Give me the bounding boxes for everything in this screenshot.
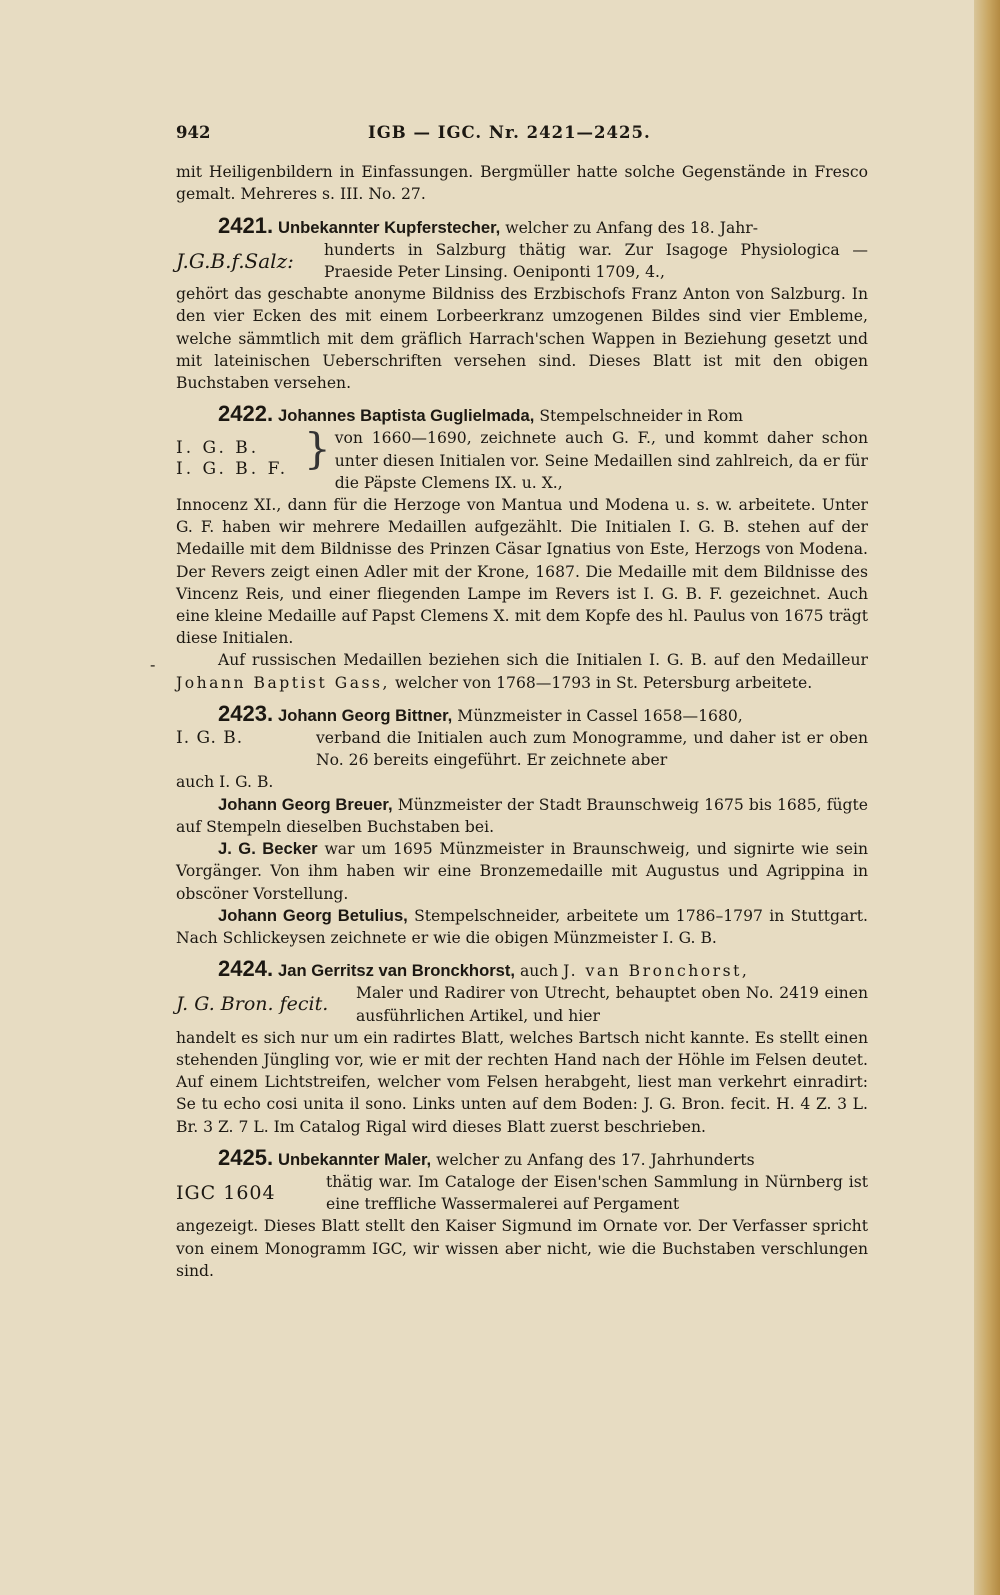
- spaced-name: Johann Baptist Gass,: [176, 673, 390, 692]
- entry-text: auch I. G. B.: [176, 773, 274, 792]
- entry-lead: Stempelschneider in Rom: [539, 407, 744, 426]
- entry-lead: Münzmeister in Cassel 1658—1680,: [457, 706, 743, 725]
- entry-side-text: Maler und Radirer von Utrecht, behauptet oben No. 2419 einen ausführlichen Artikel, und hier: [356, 984, 868, 1025]
- entry-2422: [176, 403, 868, 694]
- entry-heading: 2424. Jan Gerritsz van Bronckhorst, auch J. van Bronchorst,: [176, 958, 868, 982]
- entry-2421: [176, 212, 868, 395]
- sub-entry-name: Johann Georg Breuer,: [218, 794, 393, 814]
- monogram-row: [176, 424, 868, 494]
- entry-side-text: von 1660—1690, zeichnete auch G. F., und kommt daher schon unter diesen Initialen vor. Seine Medaillen sind zahlreich, da er für die Päpste Clemens IX. u. X.,: [334, 429, 868, 492]
- monogram: I. G. B.: [176, 438, 260, 459]
- entry-heading: [176, 403, 868, 427]
- entry-number: 2424.: [218, 956, 274, 982]
- sub-entry-name: J. G. Becker: [218, 839, 318, 859]
- entry-text: angezeigt. Dieses Blatt stellt den Kaiser Sigmund im Ornate vor. Der Verfasser spricht von einem Monogramm IGC, wir wissen aber nicht, wie die Buchstaben verschlungen sind.: [176, 1217, 868, 1280]
- sub-entry-name: Johann Georg Betulius,: [218, 905, 408, 925]
- page-content: [176, 122, 868, 1282]
- monogram-row: [176, 239, 868, 283]
- entry-number: 2423.: [218, 700, 274, 726]
- running-title: IGB — IGC. Nr. 2421—2425.: [368, 123, 651, 142]
- entry-number: 2425.: [218, 1144, 274, 1170]
- monogram-group: [176, 427, 316, 491]
- page-number: 942: [176, 123, 211, 142]
- margin-mark: -: [150, 655, 156, 674]
- monogram: J.G.B.f.Salz:: [176, 248, 294, 273]
- entry-side-text: thätig war. Im Cataloge der Eisen'schen Sammlung in Nürnberg ist eine treffliche Wassermalerei auf Pergament: [326, 1172, 868, 1214]
- monogram: IGC 1604: [176, 1181, 276, 1204]
- monogram-row: [176, 1171, 868, 1215]
- entry-text: gehört das geschabte anonyme Bildniss des Erzbischofs Franz Anton von Salzburg. In den vier Ecken des mit einem Lorbeerkranz umzogenen Bildes sind vier Embleme, welche sämmtlich mit dem gräflich Harrach'schen Wappen in Beziehung gesetzt und mit lateinischen Ueberschriften versehen sind. Dieses Blatt ist mit den obigen Buchstaben versehen.: [176, 285, 868, 393]
- monogram: J. G. Bron. fecit.: [176, 993, 329, 1016]
- entry-side-text: hunderts in Salzburg thätig war. Zur Isagoge Physiologica — Praeside Peter Linsing. Oeniponti 1709, 4.,: [324, 240, 868, 282]
- entry-2424: [176, 958, 868, 1138]
- entry-lead: welcher zu Anfang des 18. Jahr-: [505, 218, 759, 237]
- entry-name: Jan Gerritsz van Bronckhorst,: [278, 961, 516, 981]
- sub-entry: Johann Georg Betulius, Stempelschneider, arbeitete um 1786–1797 in Stuttgart. Nach Schlickeysen zeichnete er wie die obigen Münzmeister I. G. B.: [176, 905, 868, 947]
- entry-text: handelt es sich nur um ein radirtes Blatt, welches Bartsch nicht kannte. Es stellt einen stehenden Jüngling vor, wie er mit der rechten Hand nach der Höhle im Felsen deutet. Auf einem Lichtstreifen, welcher vom Felsen herabgeht, liest man verkehrt einradirt: Se tu echo cosi unita il sono. Links unten auf dem Boden: J. G. Bron. fecit. H. 4 Z. 3 L. Br. 3 Z. 7 L. Im Catalog Rigal wird dieses Blatt zuerst beschrieben.: [176, 1028, 868, 1136]
- entry-heading: [176, 1144, 868, 1171]
- entry-text: Innocenz XI., dann für die Herzoge von Mantua und Modena u. s. w. arbeitete. Unter G. F. haben wir mehrere Medaillen aufgezählt. Die Initialen I. G. B. stehen auf der Medaille mit dem Bildnisse des Prinzen Cäsar Ignatius von Este, Herzogs von Modena. Der Revers zeigt einen Adler mit der Krone, 1687. Die Medaille mit dem Bildnisse des Vincenz Reis, und einer fliegenden Lampe im Revers ist I. G. B. F. gezeichnet. Auch eine kleine Medaille auf Papst Clemens X. mit dem Kopfe des hl. Paulus von 1675 trägt diese Initialen.: [176, 496, 868, 648]
- spaced-name: J. van Bronchorst,: [563, 962, 750, 981]
- monogram: I. G. B. F.: [176, 459, 289, 480]
- monogram-row: [176, 982, 868, 1026]
- monogram: I. G. B.: [176, 728, 244, 749]
- brace-glyph: }: [304, 424, 331, 474]
- entry-paragraph: Auf russischen Medaillen beziehen sich die Initialen I. G. B. auf den Medailleur Johann Baptist Gass, welcher von 1768—1793 in St. Petersburg arbeitete.: [176, 651, 868, 692]
- entry-name: Johannes Baptista Guglielmada,: [278, 406, 535, 426]
- entry-name: Unbekannter Maler,: [278, 1149, 432, 1169]
- page-edge-shadow: [974, 0, 1000, 1595]
- entry-lead: welcher zu Anfang des 17. Jahrhunderts: [436, 1150, 755, 1169]
- entry-side-text: verband die Initialen auch zum Monogramme, und daher ist er oben No. 26 bereits eingeführt. Er zeichnete aber: [316, 729, 868, 770]
- running-header: [176, 122, 868, 144]
- entry-name: Unbekannter Kupferstecher,: [278, 217, 501, 237]
- entry-number: 2421.: [218, 212, 274, 238]
- entry-2423: [176, 700, 868, 949]
- entry-name: Johann Georg Bittner,: [278, 705, 453, 725]
- monogram-row: [176, 727, 868, 771]
- entry-heading: [176, 700, 868, 727]
- sub-entry: Johann Georg Breuer, Münzmeister der Stadt Braunschweig 1675 bis 1685, fügte auf Stempeln dieselben Buchstaben bei.: [176, 794, 868, 836]
- entry-2425: [176, 1144, 868, 1282]
- intro-paragraph: mit Heiligenbildern in Einfassungen. Bergmüller hatte solche Gegenstände in Fresco gemalt. Mehreres s. III. No. 27.: [176, 163, 868, 204]
- sub-entry: J. G. Becker war um 1695 Münzmeister in Braunschweig, und signirte wie sein Vorgänger. Von ihm haben wir eine Bronzemedaille mit Augustus und Agrippina in obscöner Vorstellung.: [176, 839, 868, 903]
- entry-number: 2422.: [218, 401, 274, 427]
- entry-heading: [176, 212, 868, 239]
